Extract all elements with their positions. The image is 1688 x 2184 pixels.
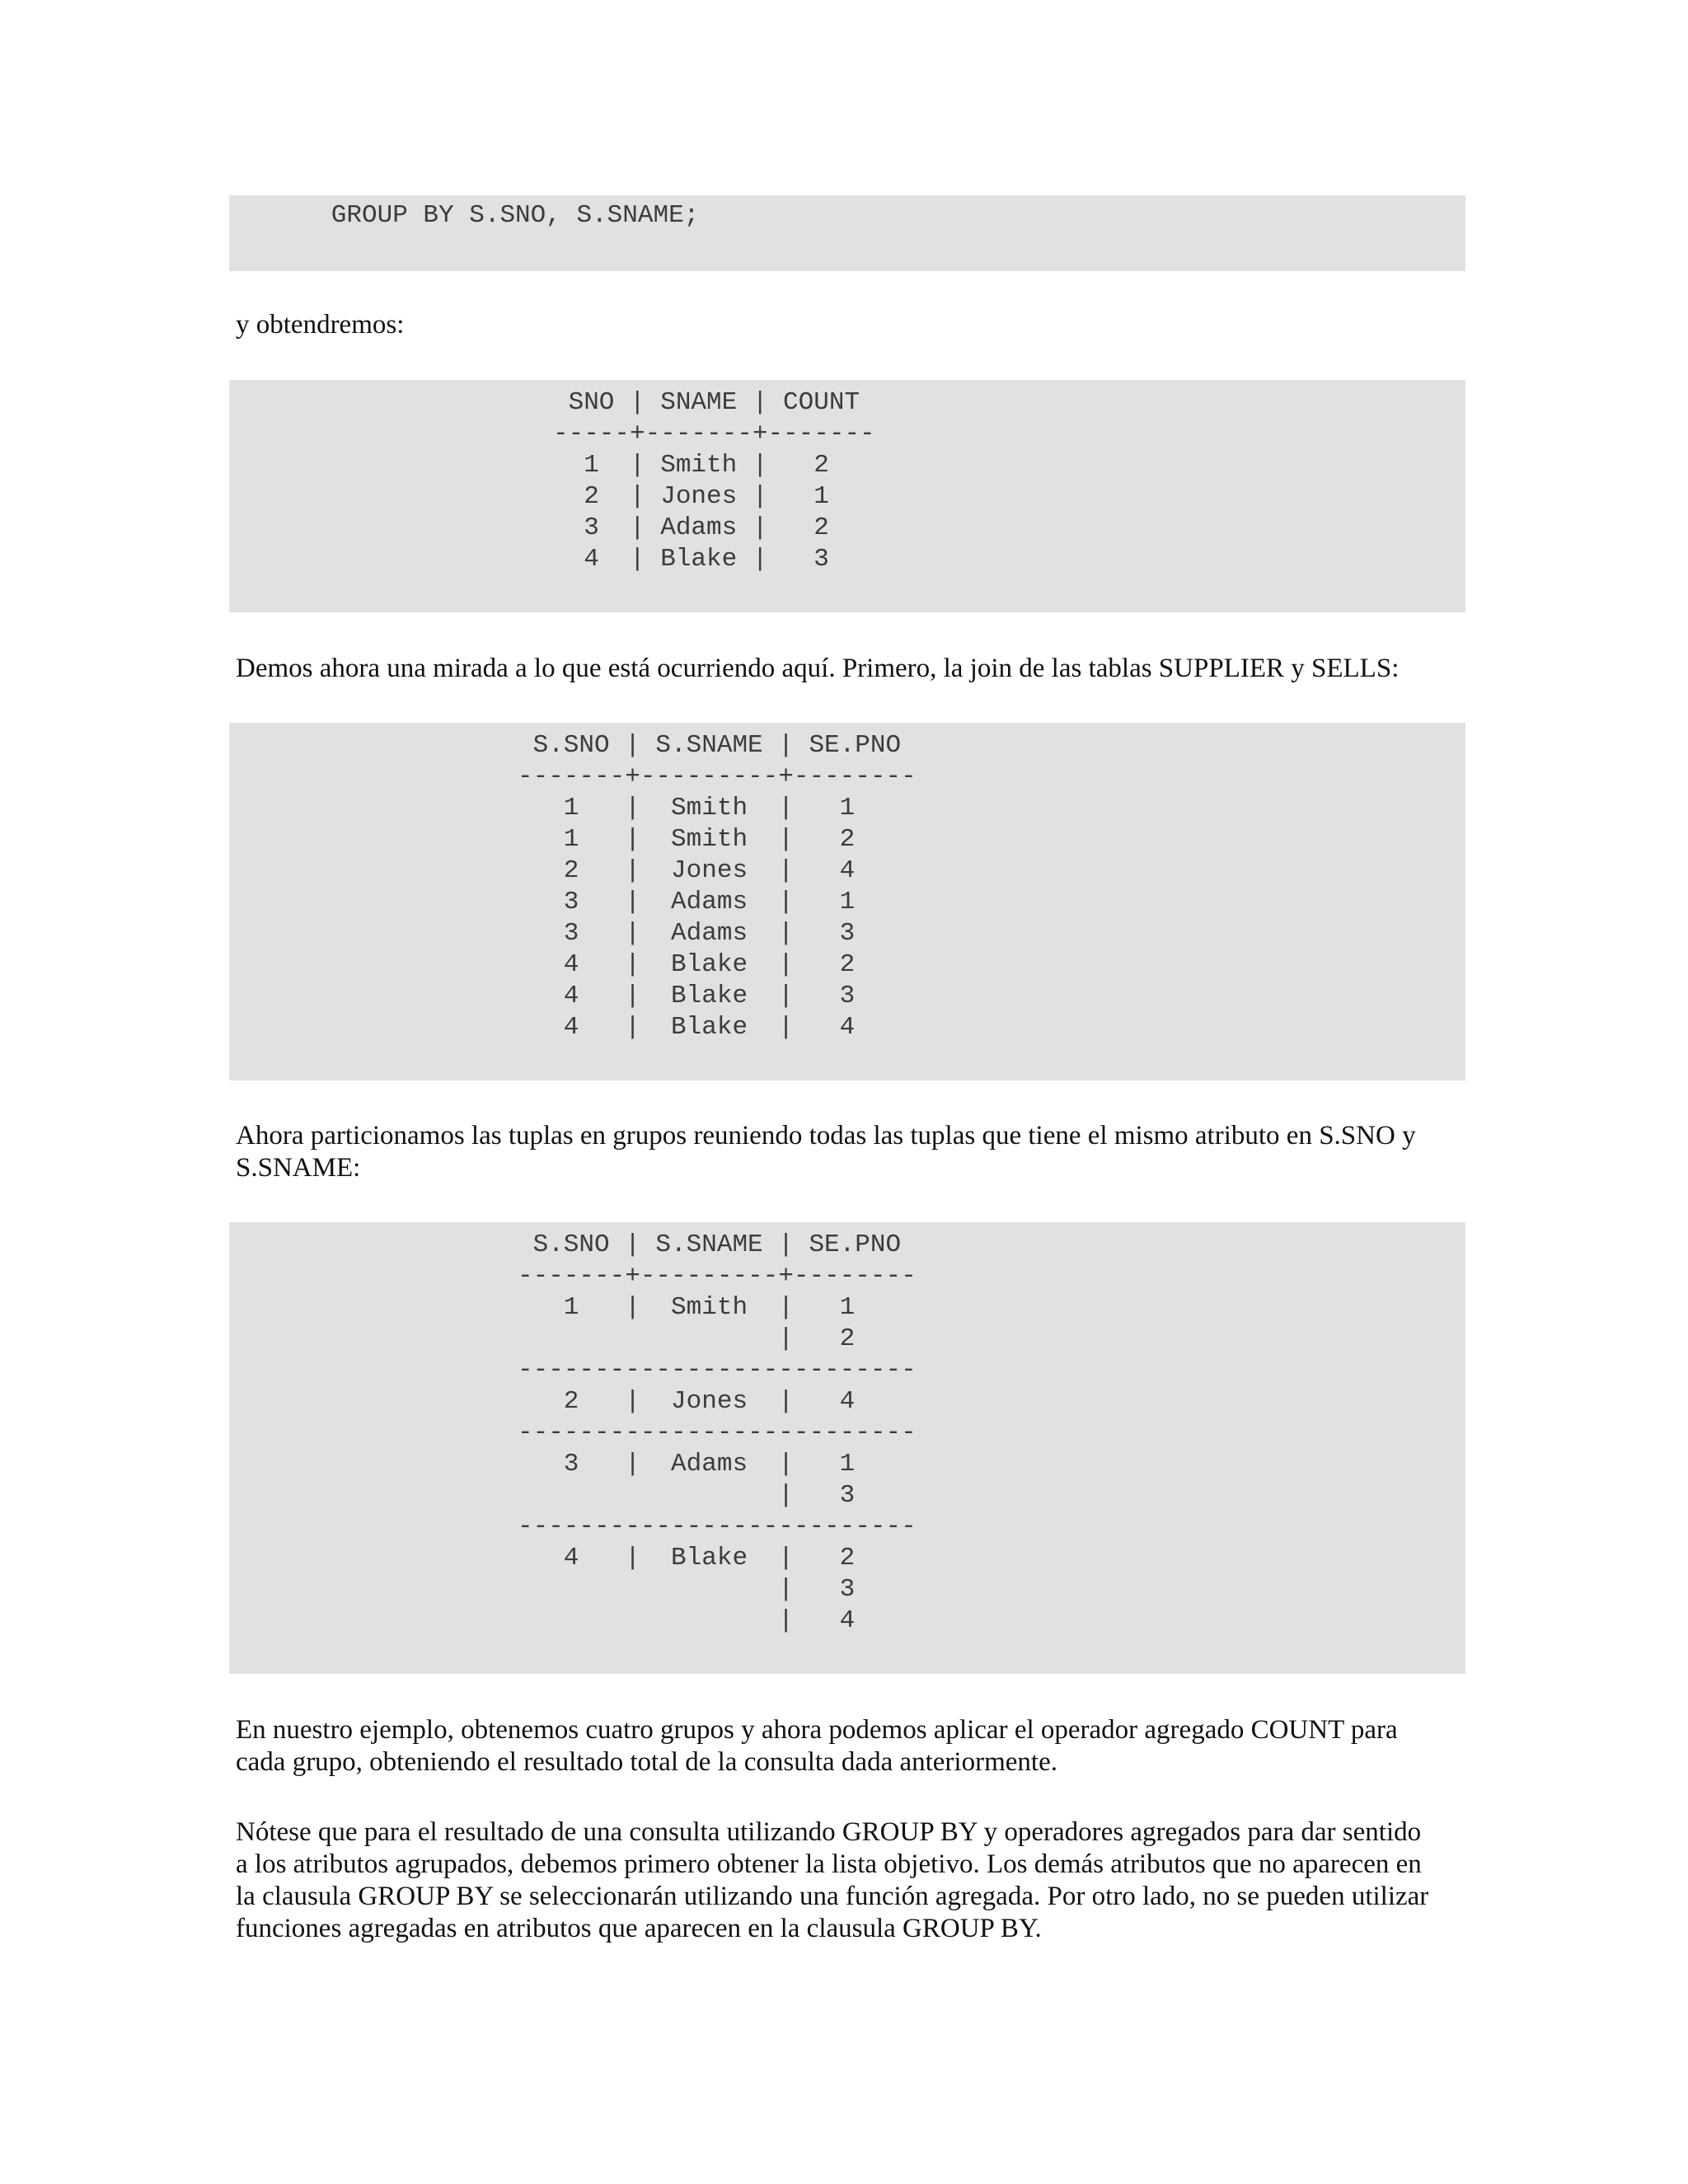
- paragraph-line: a los atributos agrupados, debemos primero obtener la lista objetivo. Los demás atributos que no aparecen en: [236, 1849, 1422, 1879]
- paragraph-line: cada grupo, obteniendo el resultado total de la consulta dada anteriormente.: [236, 1747, 1057, 1777]
- code-join-table: S.SNO | S.SNAME | SE.PNO -------+---------+-------- 1 | Smith | 1 1 | Smith | 2 2 | Jones | 4 3 | Adams | 1 3 | Adams | 3 4 | Blake | 2 4 | Blake | 3 4 | Blake | 4: [518, 731, 917, 1042]
- paragraph-particionamos: [236, 1120, 1472, 1184]
- paragraph-notese: [236, 1816, 1472, 1945]
- paragraph-line: la clausula GROUP BY se seleccionarán utilizando una función agregada. Por otro lado, no se pueden utilizar: [236, 1882, 1429, 1911]
- code-block-count-result: [229, 380, 1465, 612]
- paragraph-demos: [236, 653, 1472, 685]
- code-group-by-clause: GROUP BY S.SNO, S.SNAME;: [285, 201, 700, 230]
- paragraph-line: Demos ahora una mirada a lo que está ocurriendo aquí. Primero, la join de las tablas SUPPLIER y SELLS:: [236, 654, 1400, 683]
- code-grouped-table: S.SNO | S.SNAME | SE.PNO -------+---------+-------- 1 | Smith | 1 | 2 -------------------------- 2 | Jones | 4 -------------------------- 3 | Adams | 1 | 3 -------------------------- 4 | Blake | 2 | 3 | 4: [518, 1230, 917, 1635]
- paragraph-line: En nuestro ejemplo, obtenemos cuatro grupos y ahora podemos aplicar el operador agregado COUNT para: [236, 1715, 1398, 1745]
- paragraph-ejemplo: [236, 1714, 1472, 1779]
- paragraph-line: Ahora particionamos las tuplas en grupos reuniendo todas las tuplas que tiene el mismo atributo en S.SNO y: [236, 1121, 1416, 1151]
- paragraph-obtendremos: [236, 309, 1472, 341]
- paragraph-line: S.SNAME:: [236, 1153, 361, 1183]
- code-block-join: [229, 723, 1465, 1080]
- code-count-result-table: SNO | SNAME | COUNT -----+-------+------- 1 | Smith | 2 2 | Jones | 1 3 | Adams | 2 4 | Blake | 3: [553, 388, 875, 574]
- paragraph-line: y obtendremos:: [236, 310, 405, 340]
- paragraph-line: funciones agregadas en atributos que aparecen en la clausula GROUP BY.: [236, 1914, 1042, 1943]
- code-block-groups: [229, 1222, 1465, 1674]
- code-block-group-by: [229, 195, 1465, 271]
- paragraph-line: Nótese que para el resultado de una consulta utilizando GROUP BY y operadores agregados para dar sentido: [236, 1817, 1422, 1847]
